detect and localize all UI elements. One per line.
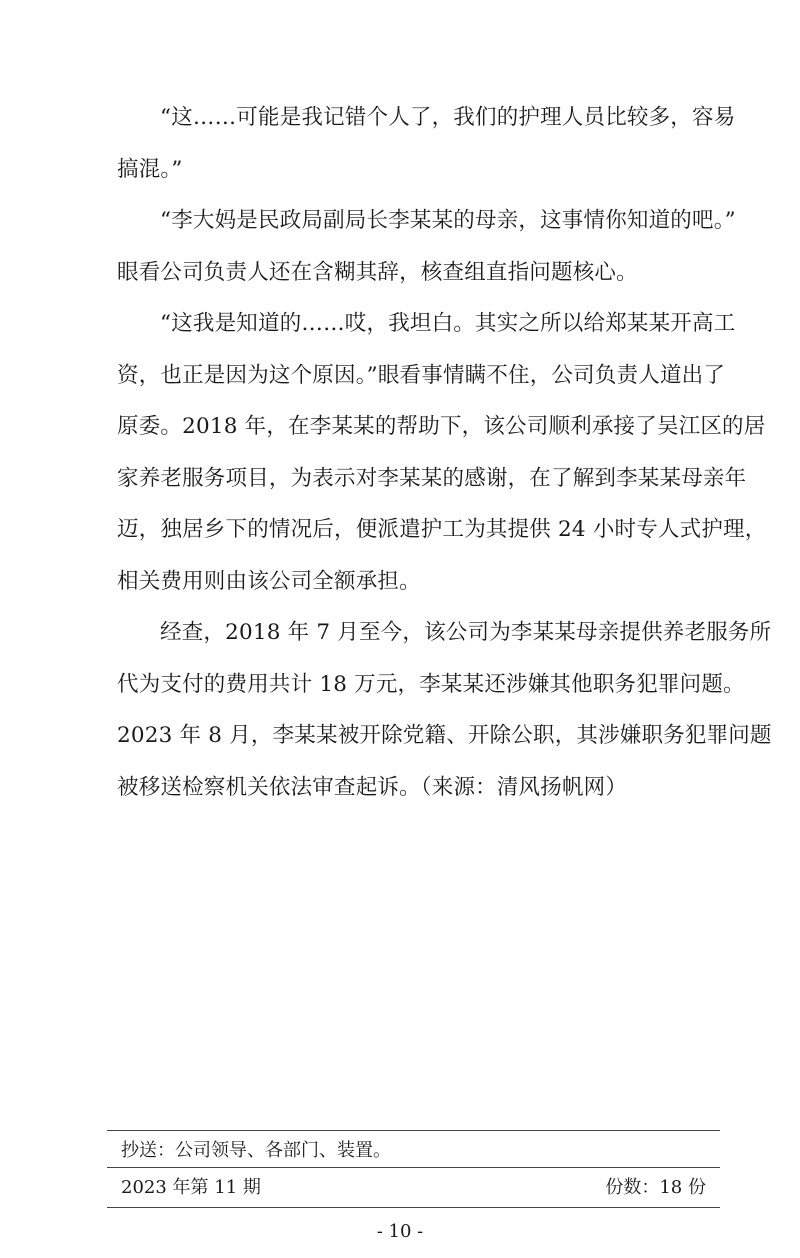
page-number: - 10 - bbox=[376, 1221, 424, 1242]
issue-number: 2023 年第 11 期 bbox=[121, 1177, 261, 1198]
paragraph-3-line-2: 资，也正是因为这个原因。”眼看事情瞒不住，公司负责人道出了 bbox=[117, 362, 726, 388]
footer-middle-divider bbox=[107, 1167, 720, 1168]
paragraph-3-line-5: 迈，独居乡下的情况后，便派遣护工为其提供 24 小时专人式护理， bbox=[117, 517, 767, 542]
paragraph-1-line-1: “这……可能是我记错个人了，我们的护理人员比较多，容易 bbox=[160, 105, 736, 130]
cc-recipients: 抄送：公司领导、各部门、装置。 bbox=[121, 1140, 391, 1161]
paragraph-4-line-1: 经查，2018 年 7 月至今，该公司为李某某母亲提供养老服务所 bbox=[160, 620, 772, 645]
copies-count: 份数：18 份 bbox=[605, 1177, 706, 1198]
paragraph-3-line-1: “这我是知道的……哎，我坦白。其实之所以给郑某某开高工 bbox=[160, 311, 736, 336]
footer-bottom-divider bbox=[107, 1207, 720, 1208]
article-body bbox=[117, 92, 772, 813]
paragraph-3-line-6: 相关费用则由该公司全额承担。 bbox=[117, 568, 421, 594]
paragraph-4-line-2: 代为支付的费用共计 18 万元，李某某还涉嫌其他职务犯罪问题。 bbox=[117, 671, 745, 697]
paragraph-3-line-4: 家养老服务项目，为表示对李某某的感谢，在了解到李某某母亲年 bbox=[117, 465, 747, 491]
paragraph-4-line-3: 2023 年 8 月，李某某被开除党籍、开除公职，其涉嫌职务犯罪问题 bbox=[117, 723, 772, 748]
paragraph-2-line-1: “李大妈是民政局副局长李某某的母亲，这事情你知道的吧。” bbox=[160, 208, 736, 233]
paragraph-2-line-2: 眼看公司负责人还在含糊其辞，核查组直指问题核心。 bbox=[117, 259, 638, 285]
paragraph-1-line-2: 搞混。” bbox=[117, 156, 183, 182]
paragraph-3-line-3: 原委。2018 年，在李某某的帮助下，该公司顺利承接了吴江区的居 bbox=[117, 414, 766, 439]
footer-top-divider bbox=[107, 1130, 720, 1131]
paragraph-4-line-4: 被移送检察机关依法审查起诉。（来源：清风扬帆网） bbox=[117, 774, 628, 800]
